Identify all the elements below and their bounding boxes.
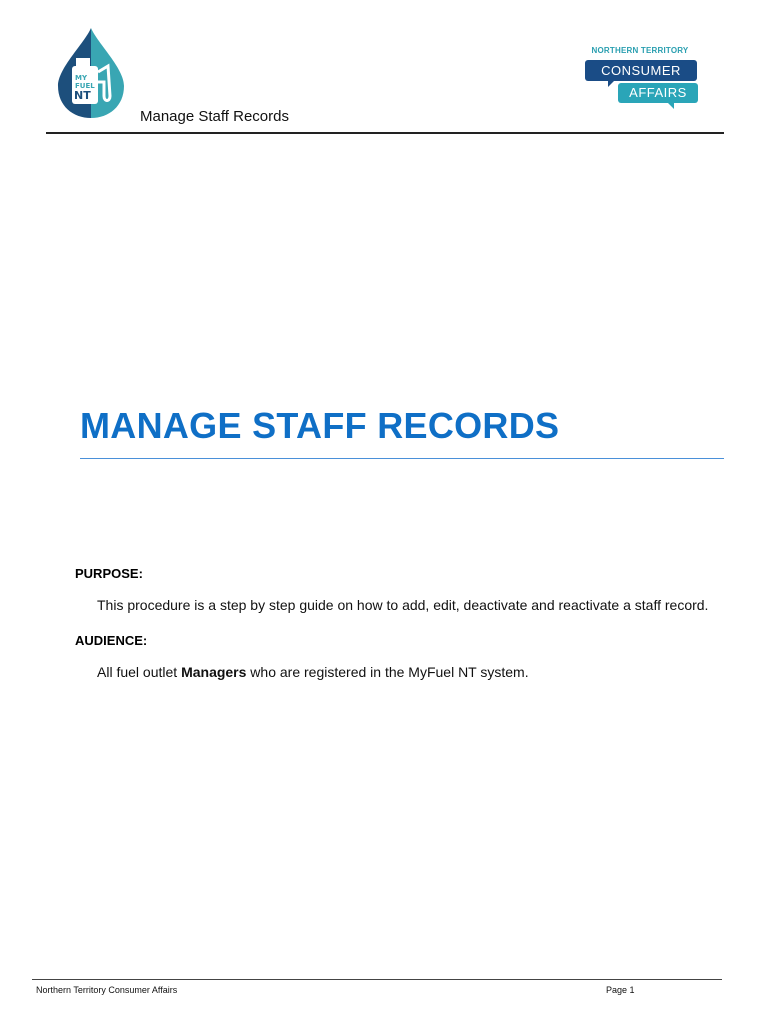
nt-logo-top-text: NORTHERN TERRITORY (591, 46, 689, 55)
page-number: Page 1 (606, 985, 635, 995)
nt-logo-affairs-box: AFFAIRS (618, 83, 698, 103)
document-title: MANAGE STAFF RECORDS (80, 405, 560, 446)
fuel-drop-icon (54, 26, 128, 120)
logo-text-line2: FUEL (75, 82, 95, 90)
purpose-text: This procedure is a step by step guide on how to add, edit, deactivate and reactivate a staff record. (97, 597, 709, 613)
footer-divider (32, 979, 722, 980)
audience-heading: AUDIENCE: (75, 633, 148, 648)
purpose-heading: PURPOSE: (75, 566, 143, 581)
nt-consumer-affairs-logo (580, 46, 700, 120)
footer-organization: Northern Territory Consumer Affairs (36, 985, 178, 995)
logo-text-line1: MY (75, 74, 88, 82)
speech-tail-icon (666, 101, 674, 109)
header-title: Manage Staff Records (140, 108, 289, 125)
title-divider (80, 458, 724, 459)
header-divider (46, 132, 724, 134)
audience-prefix: All fuel outlet (97, 664, 182, 680)
speech-tail-icon (608, 79, 616, 87)
nt-logo-consumer-box: CONSUMER (585, 60, 697, 81)
audience-bold: Managers (181, 664, 247, 680)
audience-text (97, 664, 529, 680)
audience-suffix: who are registered in the MyFuel NT system. (246, 664, 529, 680)
logo-text-line3: NT (74, 89, 91, 102)
myfuel-nt-logo (54, 26, 128, 120)
